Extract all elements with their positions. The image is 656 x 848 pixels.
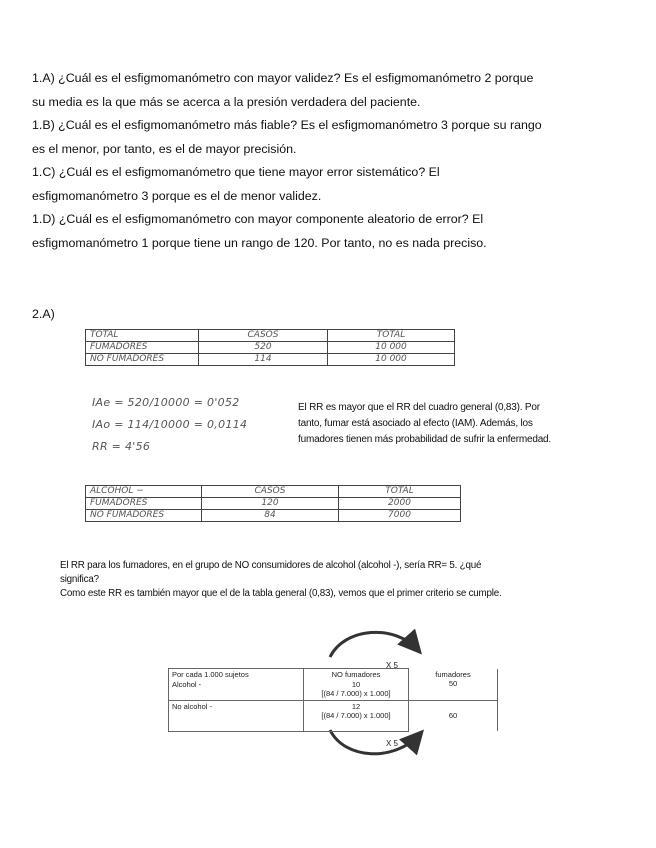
table-row [86, 354, 455, 366]
conclusion-block [60, 559, 645, 601]
table-header-cell: TOTAL [328, 330, 455, 342]
conclusion-line1: El RR para los fumadores, en el grupo de NO consumidores de alcohol (alcohol -), sería RR= 5. ¿qué [60, 560, 482, 571]
table-cell: 520 [199, 342, 328, 354]
table-cell [304, 669, 409, 701]
header-left-line1: Por cada 1.000 sujetos [172, 670, 249, 679]
row1-right-value: 50 [448, 679, 458, 688]
table-header-cell: CASOS [199, 330, 328, 342]
question-1a-line2: su media es la que más se acerca a la presión verdadera del paciente. [32, 94, 421, 109]
header-left-line2: Alcohol - [172, 679, 202, 689]
row2-mid-formula: [(84 / 7.000) x 1.000] [321, 711, 391, 720]
question-1b-line2: es el menor, por tanto, es el de mayor precisión. [32, 141, 297, 156]
header-no-smokers: NO fumadores [331, 670, 381, 679]
smoking-table [85, 329, 455, 366]
table-cell: 120 [202, 498, 339, 510]
header-smokers: fumadores [435, 669, 471, 679]
table-row [169, 700, 498, 731]
table-row [86, 330, 455, 342]
table-cell [409, 669, 498, 701]
multiplier-top-label: X 5 [386, 661, 399, 670]
top-arrow [330, 632, 418, 657]
table-header-cell: TOTAL [339, 486, 461, 498]
conclusion-line3: Como este RR es también mayor que el de la tabla general (0,83), vemos que el primer criterio se cumple. [60, 588, 502, 599]
rr-note-line3: fumadores tienen más probabilidad de sufrir la enfermedad. [298, 434, 551, 445]
table-cell: 10 000 [328, 342, 455, 354]
comparison-table [168, 668, 498, 732]
table-cell [409, 700, 498, 731]
conclusion-line2: significa? [60, 574, 99, 585]
table-cell: 10 000 [328, 354, 455, 366]
table-row [86, 342, 455, 354]
table-row [169, 669, 498, 701]
table-cell: NO FUMADORES [86, 354, 199, 366]
multiplier-bottom-label: X 5 [386, 739, 399, 748]
question-1c-line2: esfigmomanómetro 3 porque es el de menor validez. [32, 188, 322, 203]
table-cell [169, 669, 304, 701]
row2-mid-value: 12 [351, 701, 361, 711]
row1-mid-value: 10 [351, 679, 361, 689]
table-cell [304, 700, 409, 731]
row1-mid-formula: [(84 / 7.000) x 1.000] [321, 689, 391, 698]
calc-iao: IAo = 114/10000 = 0,0114 [92, 418, 248, 431]
calculations-block [92, 392, 247, 458]
question-1a-line1: 1.A) ¿Cuál es el esfigmomanómetro con mayor validez? Es el esfigmomanómetro 2 porque [32, 71, 534, 85]
rr-note-line2: tanto, fumar está asociado al efecto (IAM). Además, los [298, 418, 533, 429]
table-header-cell: ALCOHOL − [86, 486, 202, 498]
table-row [86, 510, 461, 522]
table-header-cell: CASOS [202, 486, 339, 498]
table-cell: 114 [199, 354, 328, 366]
table-row [86, 486, 461, 498]
table-header-cell: TOTAL [86, 330, 199, 342]
section-2a-label: 2.A) [32, 307, 55, 321]
calc-rr: RR = 4'56 [92, 440, 151, 453]
table-cell: 2000 [339, 498, 461, 510]
questions-block [32, 67, 622, 255]
table-cell: 7000 [339, 510, 461, 522]
table-cell: FUMADORES [86, 342, 199, 354]
table-cell: NO FUMADORES [86, 510, 202, 522]
question-1d-line2: esfigmomanómetro 1 porque tiene un rango de 120. Por tanto, no es nada preciso. [32, 235, 487, 250]
calc-iae: IAe = 520/10000 = 0'052 [92, 396, 240, 409]
question-1d-line1: 1.D) ¿Cuál es el esfigmomanómetro con mayor componente aleatorio de error? El [32, 212, 484, 226]
row2-right-value: 60 [448, 711, 458, 720]
table-row [86, 498, 461, 510]
question-1b-line1: 1.B) ¿Cuál es el esfigmomanómetro más fiable? Es el esfigmomanómetro 3 porque su rango [32, 118, 542, 132]
table-cell: 84 [202, 510, 339, 522]
rr-note [298, 400, 638, 448]
bottom-arrow [330, 730, 420, 754]
table-cell [169, 700, 304, 731]
alcohol-table [85, 485, 461, 522]
table-cell: FUMADORES [86, 498, 202, 510]
rr-note-line1: El RR es mayor que el RR del cuadro general (0,83). Por [298, 402, 540, 413]
row2-label: No alcohol - [172, 701, 213, 711]
question-1c-line1: 1.C) ¿Cuál es el esfigmomanómetro que tiene mayor error sistemático? El [32, 165, 440, 179]
